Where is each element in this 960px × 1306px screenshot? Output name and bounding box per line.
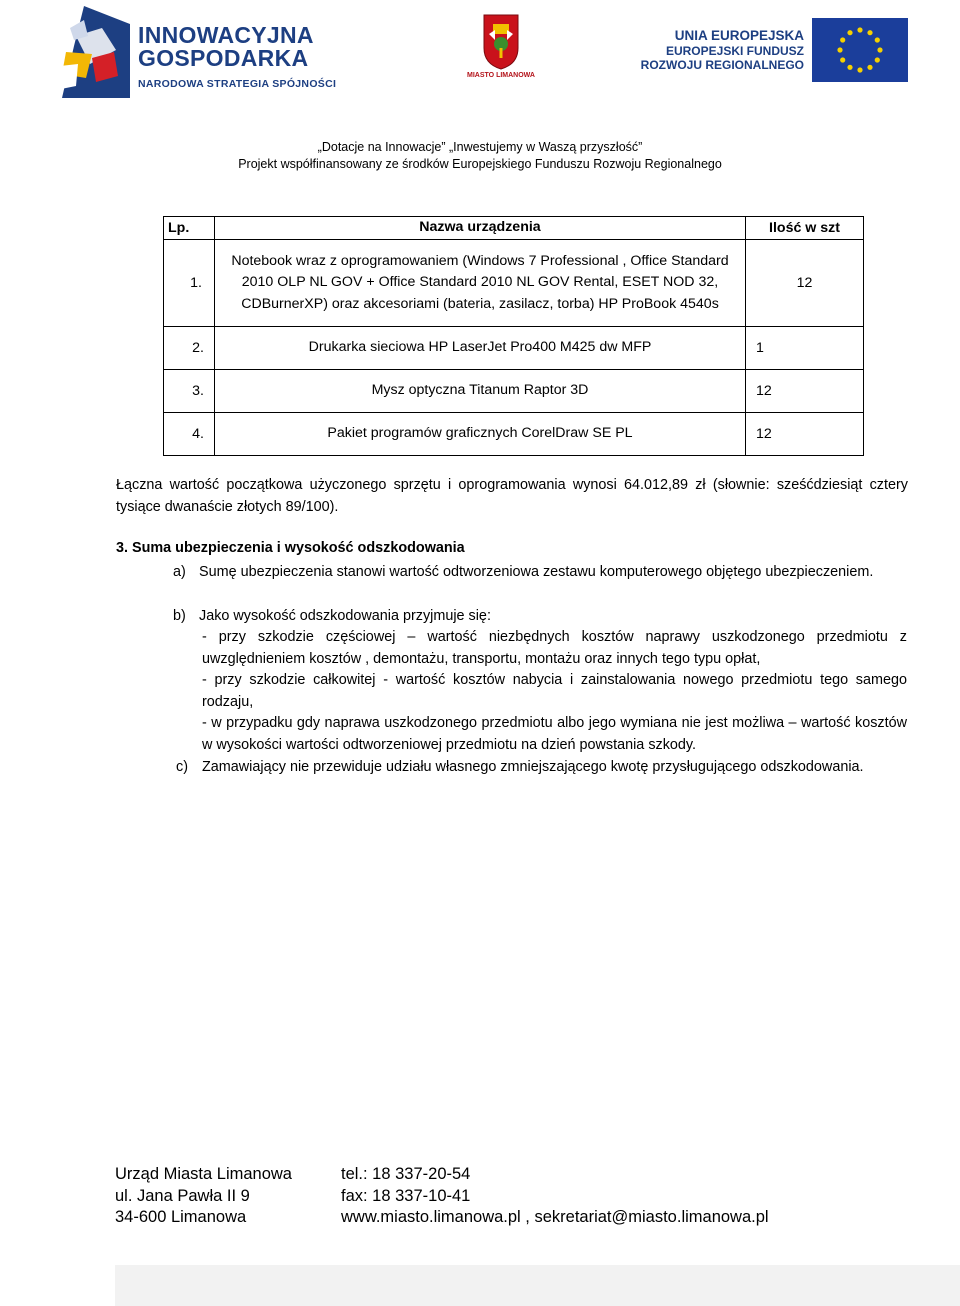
- table-header-row: [164, 217, 864, 240]
- header-lp: Lp.: [164, 217, 215, 240]
- row-qty: 12: [746, 240, 864, 327]
- eu-logo: [640, 18, 908, 82]
- item-c-text: Zamawiający nie przewiduje udziału własnego zmniejszającego kwotę przysługującego odszkodowania.: [202, 759, 864, 775]
- table-row: [164, 327, 864, 370]
- total-value-paragraph: Łączna wartość początkowa użyczonego sprzętu i oprogramowania wynosi 64.012,89 zł (słownie: sześćdziesiąt cztery tysiące dwanaście złotych 89/100).: [116, 477, 908, 515]
- footer-city: 34-600 Limanowa: [115, 1208, 247, 1226]
- section-3-item-c: [176, 757, 907, 779]
- row-lp: 4.: [164, 413, 215, 456]
- row-name: Pakiet programów graficznych CorelDraw SE PL: [215, 413, 746, 456]
- table-row: [164, 370, 864, 413]
- ig-logo-subtitle: NARODOWA STRATEGIA SPÓJNOŚCI: [138, 78, 337, 90]
- row-name: Drukarka sieciowa HP LaserJet Pro400 M425 dw MFP: [215, 327, 746, 370]
- table-row: [164, 413, 864, 456]
- item-b-label: b): [173, 608, 186, 624]
- item-b-bullet: - w przypadku gdy naprawa uszkodzonego przedmiotu albo jego wymiana nie jest możliwa – wartość kosztów w wysokości wartości odtworzeniowej przedmiotu na dzień powstania szkody.: [202, 715, 907, 753]
- header-name: Nazwa urządzenia: [215, 217, 746, 240]
- table-row: [164, 240, 864, 327]
- footer-band: [115, 1265, 960, 1306]
- row-qty: 1: [746, 327, 864, 370]
- city-crest-icon: [483, 14, 519, 70]
- item-b-bullet: - przy szkodzie częściowej – wartość niezbędnych kosztów naprawy uszkodzonego przedmiotu z uwzględnieniem kosztów , demontażu, transportu, montażu oraz innych tego typu opłat,: [202, 629, 907, 667]
- row-qty: 12: [746, 370, 864, 413]
- footer-fax: fax: 18 337-10-41: [341, 1186, 471, 1205]
- miasto-limanowa-logo: [456, 14, 546, 88]
- ig-logo-title: INNOWACYJNA GOSPODARKA: [138, 22, 314, 71]
- footer-street: ul. Jana Pawła II 9: [115, 1186, 250, 1205]
- footer-tel: tel.: 18 337-20-54: [341, 1165, 471, 1183]
- item-b-text: Jako wysokość odszkodowania przyjmuje się:: [199, 608, 491, 624]
- header-qty: Ilość w szt: [746, 217, 864, 240]
- equipment-table: [163, 216, 864, 456]
- row-lp: 1.: [164, 240, 215, 327]
- footer-office: Urząd Miasta Limanowa: [115, 1165, 292, 1183]
- item-c-label: c): [176, 759, 188, 775]
- footer-address: [115, 1164, 292, 1229]
- city-logo-name: MIASTO LIMANOWA: [467, 72, 535, 79]
- tagline-primary: „Dotacje na Innowacje” „Inwestujemy w Waszą przyszłość”: [317, 140, 643, 154]
- row-lp: 2.: [164, 327, 215, 370]
- footer-web[interactable]: www.miasto.limanowa.pl , sekretariat@miasto.limanowa.pl: [341, 1208, 769, 1226]
- item-a-label: a): [173, 564, 186, 580]
- section-3-title: 3. Suma ubezpieczenia i wysokość odszkodowania: [116, 540, 465, 556]
- ig-emblem-icon: [56, 6, 130, 98]
- row-name: Notebook wraz z oprogramowaniem (Windows 7 Professional , Office Standard 2010 OLP NL GOV + Office Standard 2010 NL GOV Rental, ESET NOD 32, CDBurnerXP) oraz akcesoriami (bateria, zasilacz, torba) HP ProBook 4540s: [215, 240, 746, 327]
- section-3-item-a: [173, 562, 907, 584]
- row-lp: 3.: [164, 370, 215, 413]
- eu-logo-text: UNIA EUROPEJSKA EUROPEJSKI FUNDUSZ ROZWOJU REGIONALNEGO: [640, 28, 804, 72]
- item-b-bullet: - przy szkodzie całkowitej - wartość kosztów nabycia i zainstalowania nowego przedmiotu tego samego rodzaju,: [202, 672, 907, 710]
- eu-flag-icon: [812, 18, 908, 82]
- tagline-secondary: Projekt współfinansowany ze środków Europejskiego Funduszu Rozwoju Regionalnego: [238, 157, 722, 171]
- item-a-text: Sumę ubezpieczenia stanowi wartość odtworzeniowa zestawu komputerowego objętego ubezpieczeniem.: [199, 564, 874, 580]
- footer-contact: [341, 1164, 769, 1229]
- innowacyjna-gospodarka-logo: [56, 6, 356, 98]
- row-name: Mysz optyczna Titanum Raptor 3D: [215, 370, 746, 413]
- section-3-item-b: [173, 606, 907, 628]
- row-qty: 12: [746, 413, 864, 456]
